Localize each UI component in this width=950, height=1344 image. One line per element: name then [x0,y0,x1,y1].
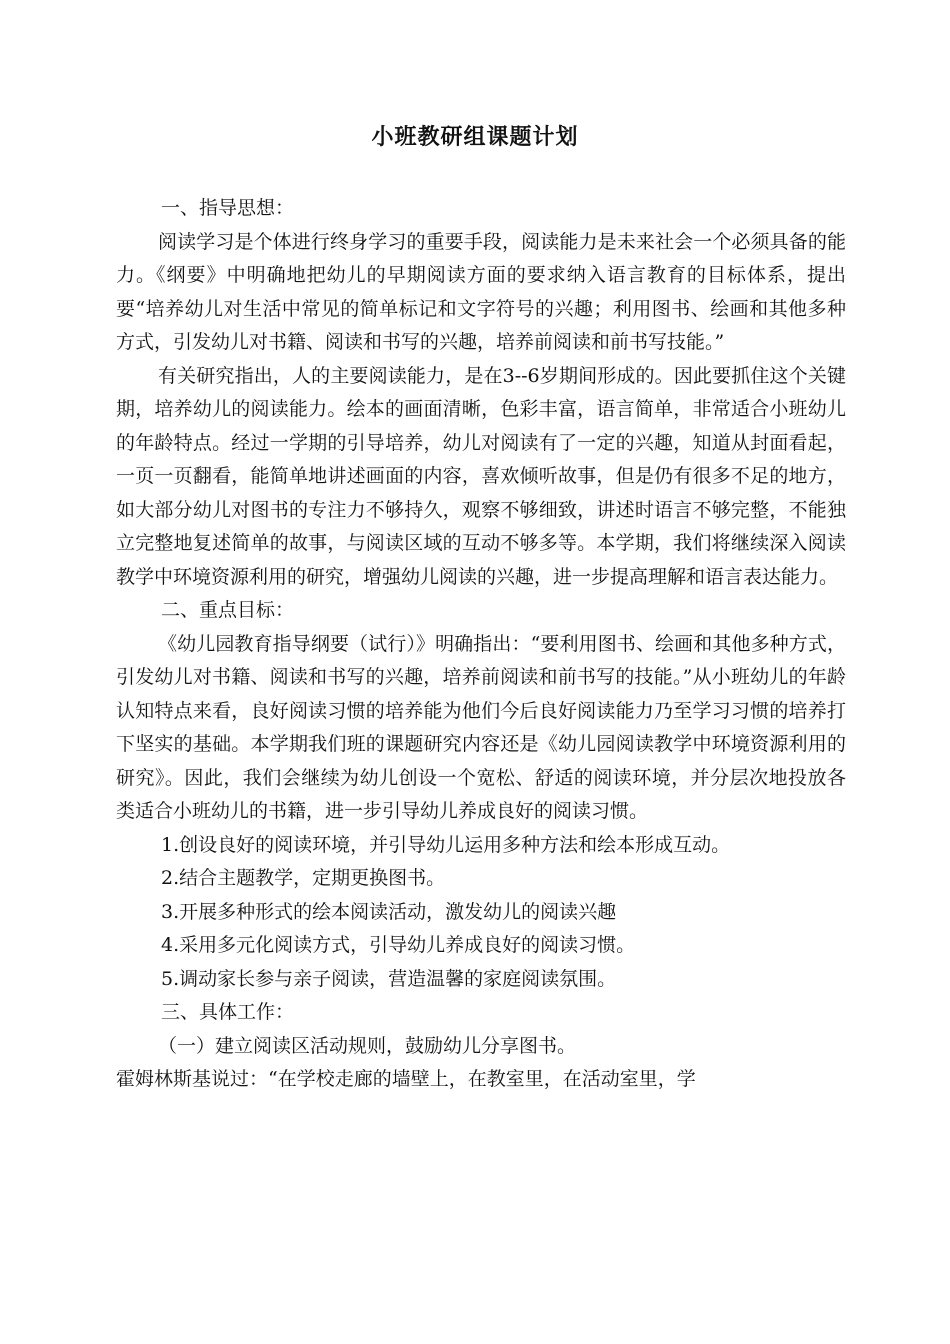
section-1-heading: 一、指导思想： [161,197,295,219]
goal-item-5: 5.调动家长参与亲子阅读，营造温馨的家庭阅读氛围。 [161,967,617,990]
section-2-paragraph-1: 《幼儿园教育指导纲要（试行）》明确指出：“要利用图书、绘画和其他多种方式，引发幼儿对书籍、阅读和书写的兴趣，培养前阅读和前书写的技能。”从小班幼儿的年龄认知特点来看，良好阅读习惯的培养能为他们今后良好阅读能力乃至学习习惯的培养打下坚实的基础。本学期我们班的课题研究内容还是《幼儿园阅读教学中环境资源利用的研究》。因此，我们会继续为幼儿创设一个宽松、舒适的阅读环境，并分层次地投放各类适合小班幼儿的书籍，进一步引导幼儿养成良好的阅读习惯。 [116,632,846,822]
document-title: 小班教研组课题计划 [371,124,579,150]
goal-item-3: 3.开展多种形式的绘本阅读活动，激发幼儿的阅读兴趣 [161,900,617,923]
goal-item-2: 2.结合主题教学，定期更换图书。 [161,867,446,889]
goal-item-1: 1.创设良好的阅读环境，并引导幼儿运用多种方法和绘本形成互动。 [161,833,731,856]
section-3-subheading-1: （一）建立阅读区活动规则，鼓励幼儿分享图书。 [158,1034,577,1057]
section-1-paragraph-2: 有关研究指出，人的主要阅读能力，是在3--6岁期间形成的。因此要抓住这个关键期，培养幼儿的阅读能力。绘本的画面清晰，色彩丰富，语言简单，非常适合小班幼儿的年龄特点。经过一学期的引导培养，幼儿对阅读有了一定的兴趣，知道从封面看起，一页一页翻看，能简单地讲述画面的内容，喜欢倾听故事，但是仍有很多不足的地方，如大部分幼儿对图书的专注力不够持久，观察不够细致，讲述时语言不够完整，不能独立完整地复述简单的故事，与阅读区域的互动不够多等。本学期，我们将继续深入阅读教学中环境资源利用的研究，增强幼儿阅读的兴趣，进一步提高理解和语言表达能力。 [116,364,846,588]
section-3-paragraph-1: 霍姆林斯基说过：“在学校走廊的墙壁上，在教室里，在活动室里，学 [116,1068,696,1090]
document-body [116,192,846,1097]
section-1-paragraph-1: 阅读学习是个体进行终身学习的重要手段，阅读能力是未来社会一个必须具备的能力。《纲要》中明确地把幼儿的早期阅读方面的要求纳入语言教育的目标体系，提出要“培养幼儿对生活中常见的简单标记和文字符号的兴趣；利用图书、绘画和其他多种方式，引发幼儿对书籍、阅读和书写的兴趣，培养前阅读和前书写技能。” [116,230,846,353]
section-2-heading: 二、重点目标： [161,599,295,621]
goal-item-4: 4.采用多元化阅读方式，引导幼儿养成良好的阅读习惯。 [161,934,636,956]
section-3-heading: 三、具体工作： [161,1001,295,1023]
